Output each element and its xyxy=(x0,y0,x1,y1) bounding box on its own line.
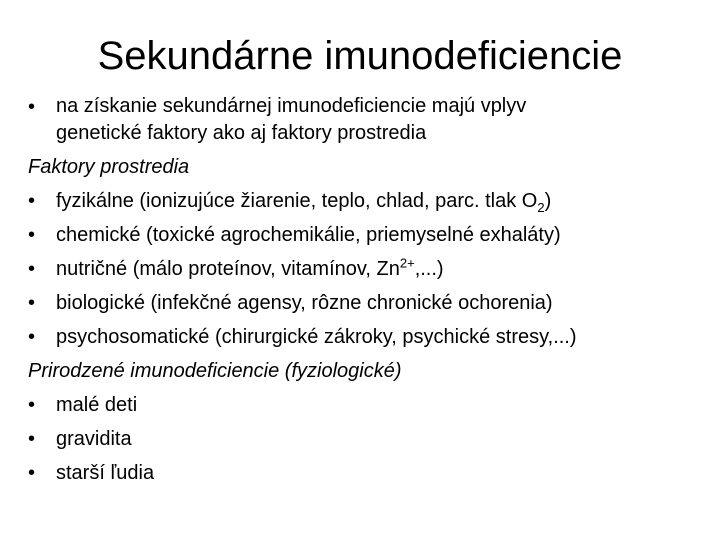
list-item-text: biologické (infekčné agensy, rôzne chronické ochorenia) xyxy=(56,292,553,314)
list-item-text: chemické (toxické agrochemikálie, priemyselné exhaláty) xyxy=(56,224,561,246)
slide-title: Sekundárne imunodeficiencie xyxy=(97,34,623,78)
bullet-icon: • xyxy=(28,428,36,450)
list-item-text xyxy=(56,184,551,218)
section-heading-natural: Prirodzené imunodeficiencie (fyziologické) xyxy=(28,360,402,382)
bullet-icon: • xyxy=(28,224,36,246)
list-item-small-children xyxy=(28,388,708,422)
list-item-text: psychosomatické (chirurgické zákroky, psychické stresy,...) xyxy=(56,326,577,348)
intro-line-2: genetické faktory ako aj faktory prostredia xyxy=(56,122,427,144)
list-item-chemical xyxy=(28,218,708,252)
list-item-text xyxy=(56,252,444,286)
list-item-text: malé deti xyxy=(56,394,138,416)
subscript: 2 xyxy=(537,200,545,215)
list-item-biological xyxy=(28,286,708,320)
section-heading-environment: Faktory prostredia xyxy=(28,156,190,178)
intro-line-1: na získanie sekundárnej imunodeficiencie majú vplyv xyxy=(56,95,527,117)
intro-bullet xyxy=(28,90,708,150)
list-item-psychosomatic xyxy=(28,320,708,354)
list-item-pregnancy xyxy=(28,422,708,456)
list-item-text: starší ľudia xyxy=(56,462,155,484)
item-text-end: ) xyxy=(544,190,552,212)
item-text: fyzikálne (ionizujúce žiarenie, teplo, chlad, parc. tlak O xyxy=(56,190,538,212)
bullet-icon: • xyxy=(28,462,36,484)
list-item-text: gravidita xyxy=(56,428,132,450)
slide-content xyxy=(28,90,708,490)
bullet-icon: • xyxy=(28,190,36,212)
bullet-icon: • xyxy=(28,394,36,416)
bullet-icon: • xyxy=(28,96,36,118)
item-text: nutričné (málo proteínov, vitamínov, Zn xyxy=(56,258,400,280)
bullet-icon: • xyxy=(28,292,36,314)
superscript: 2+ xyxy=(399,255,415,271)
list-item-elderly xyxy=(28,456,708,490)
intro-text xyxy=(56,90,526,150)
item-text-end: ,...) xyxy=(414,258,444,280)
bullet-icon: • xyxy=(28,258,36,280)
list-item-physical xyxy=(28,184,708,218)
bullet-icon: • xyxy=(28,326,36,348)
list-item-nutritional xyxy=(28,252,708,286)
